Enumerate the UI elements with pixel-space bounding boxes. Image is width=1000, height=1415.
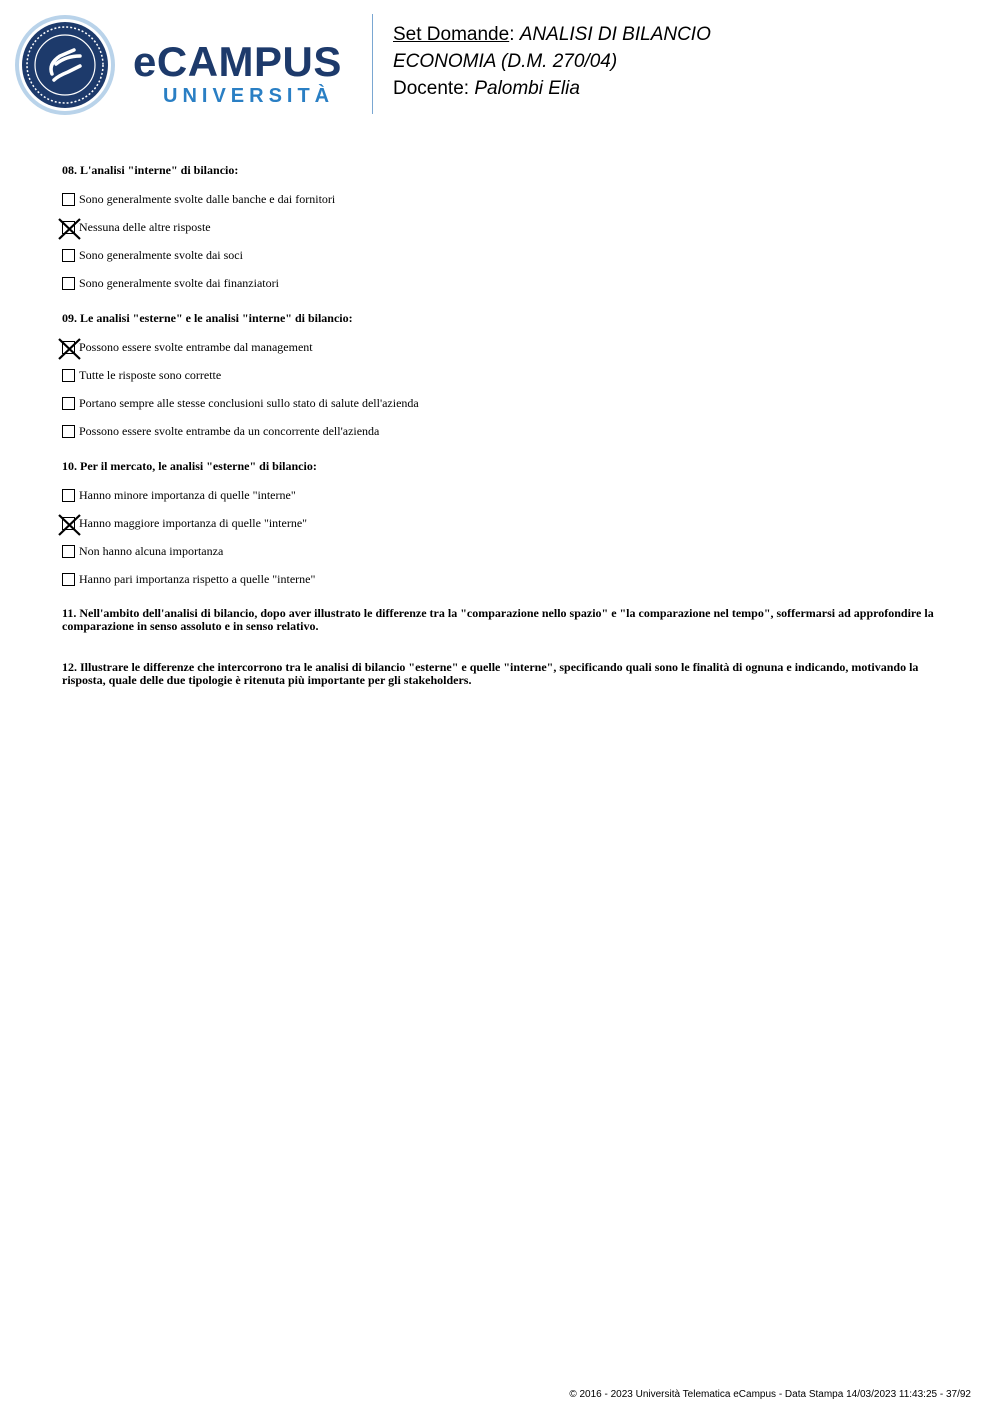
- checkbox[interactable]: [62, 369, 75, 382]
- answer-option-text: Possono essere svolte entrambe dal management: [79, 339, 313, 354]
- set-info-line1: [393, 21, 711, 48]
- question-title: 08. L'analisi "interne" di bilancio:: [62, 163, 239, 177]
- brand-name: eCAMPUS: [133, 38, 342, 85]
- teacher-label: Docente:: [393, 78, 475, 99]
- checkbox[interactable]: [62, 193, 75, 206]
- page-header: [0, 0, 1000, 130]
- ecampus-seal-logo: [14, 14, 116, 116]
- open-questions: [62, 607, 942, 687]
- question-block: [62, 163, 942, 297]
- checkbox[interactable]: [62, 545, 75, 558]
- question-title: 10. Per il mercato, le analisi "esterne" di bilancio:: [62, 459, 317, 473]
- answer-option[interactable]: [62, 565, 942, 593]
- answer-option-text: Sono generalmente svolte dai soci: [79, 247, 243, 262]
- set-info-line3: [393, 75, 711, 102]
- question-title: 09. Le analisi "esterne" e le analisi "interne" di bilancio:: [62, 311, 353, 325]
- brand-subtitle: UNIVERSITÀ: [163, 85, 335, 107]
- answer-option[interactable]: [62, 361, 942, 389]
- checkbox[interactable]: [62, 397, 75, 410]
- teacher-name: Palombi Elia: [474, 78, 580, 99]
- checkbox[interactable]: [62, 573, 75, 586]
- multiple-choice-questions: [62, 163, 942, 593]
- brand-wordmark: [133, 40, 342, 108]
- checkbox-checked[interactable]: [62, 341, 75, 354]
- answer-option-text: Hanno pari importanza rispetto a quelle "interne": [79, 571, 316, 586]
- page-footer: © 2016 - 2023 Università Telematica eCampus - Data Stampa 14/03/2023 11:43:25 - 37/92: [569, 1389, 971, 1400]
- answer-option-text: Sono generalmente svolte dalle banche e dai fornitori: [79, 191, 336, 206]
- answer-option[interactable]: [62, 185, 942, 213]
- answer-option[interactable]: [62, 389, 942, 417]
- answer-option-text: Portano sempre alle stesse conclusioni sullo stato di salute dell'azienda: [79, 395, 419, 410]
- answer-option-text: Nessuna delle altre risposte: [79, 219, 211, 234]
- course-title-line1: ANALISI DI BILANCIO: [519, 24, 711, 45]
- answer-option[interactable]: [62, 537, 942, 565]
- answer-option[interactable]: [62, 213, 942, 241]
- cross-mark-icon: [57, 217, 82, 241]
- set-info-line2: [393, 48, 711, 75]
- set-label: Set Domande: [393, 24, 510, 45]
- open-question: 12. Illustrare le differenze che intercorrono tra le analisi di bilancio "esterne" e quelle "interne", specificando quali sono le finalità di ognuna e indicando, motivando la risposta, quale delle due tipologie è ritenuta più importante per gli stakeholders.: [62, 660, 919, 687]
- answer-option-text: Sono generalmente svolte dai finanziatori: [79, 275, 279, 290]
- answer-option-text: Non hanno alcuna importanza: [79, 543, 224, 558]
- answer-option[interactable]: [62, 241, 942, 269]
- open-question: 11. Nell'ambito dell'analisi di bilancio, dopo aver illustrato le differenze tra la "comparazione nello spazio" e "la comparazione nel tempo", soffermarsi ad approfondire la comparazione in senso assoluto e in senso relativo.: [62, 606, 934, 633]
- checkbox[interactable]: [62, 489, 75, 502]
- checkbox-checked[interactable]: [62, 221, 75, 234]
- checkbox[interactable]: [62, 249, 75, 262]
- questions-content: [62, 163, 942, 715]
- answer-option-text: Possono essere svolte entrambe da un concorrente dell'azienda: [79, 423, 380, 438]
- answer-option[interactable]: [62, 481, 942, 509]
- header-divider: [372, 14, 373, 114]
- answer-option[interactable]: [62, 269, 942, 297]
- cross-mark-icon: [57, 513, 82, 537]
- answer-option-text: Hanno minore importanza di quelle "interne": [79, 487, 296, 502]
- checkbox[interactable]: [62, 425, 75, 438]
- checkbox-checked[interactable]: [62, 517, 75, 530]
- set-info: [393, 21, 711, 102]
- answer-option[interactable]: [62, 417, 942, 445]
- course-title-line2: ECONOMIA (D.M. 270/04): [393, 51, 618, 72]
- checkbox[interactable]: [62, 277, 75, 290]
- cross-mark-icon: [57, 337, 82, 361]
- answer-option[interactable]: [62, 333, 942, 361]
- question-block: [62, 459, 942, 593]
- set-separator: :: [509, 24, 520, 45]
- answer-option[interactable]: [62, 509, 942, 537]
- answer-option-text: Tutte le risposte sono corrette: [79, 367, 222, 382]
- question-block: [62, 311, 942, 445]
- answer-option-text: Hanno maggiore importanza di quelle "interne": [79, 515, 308, 530]
